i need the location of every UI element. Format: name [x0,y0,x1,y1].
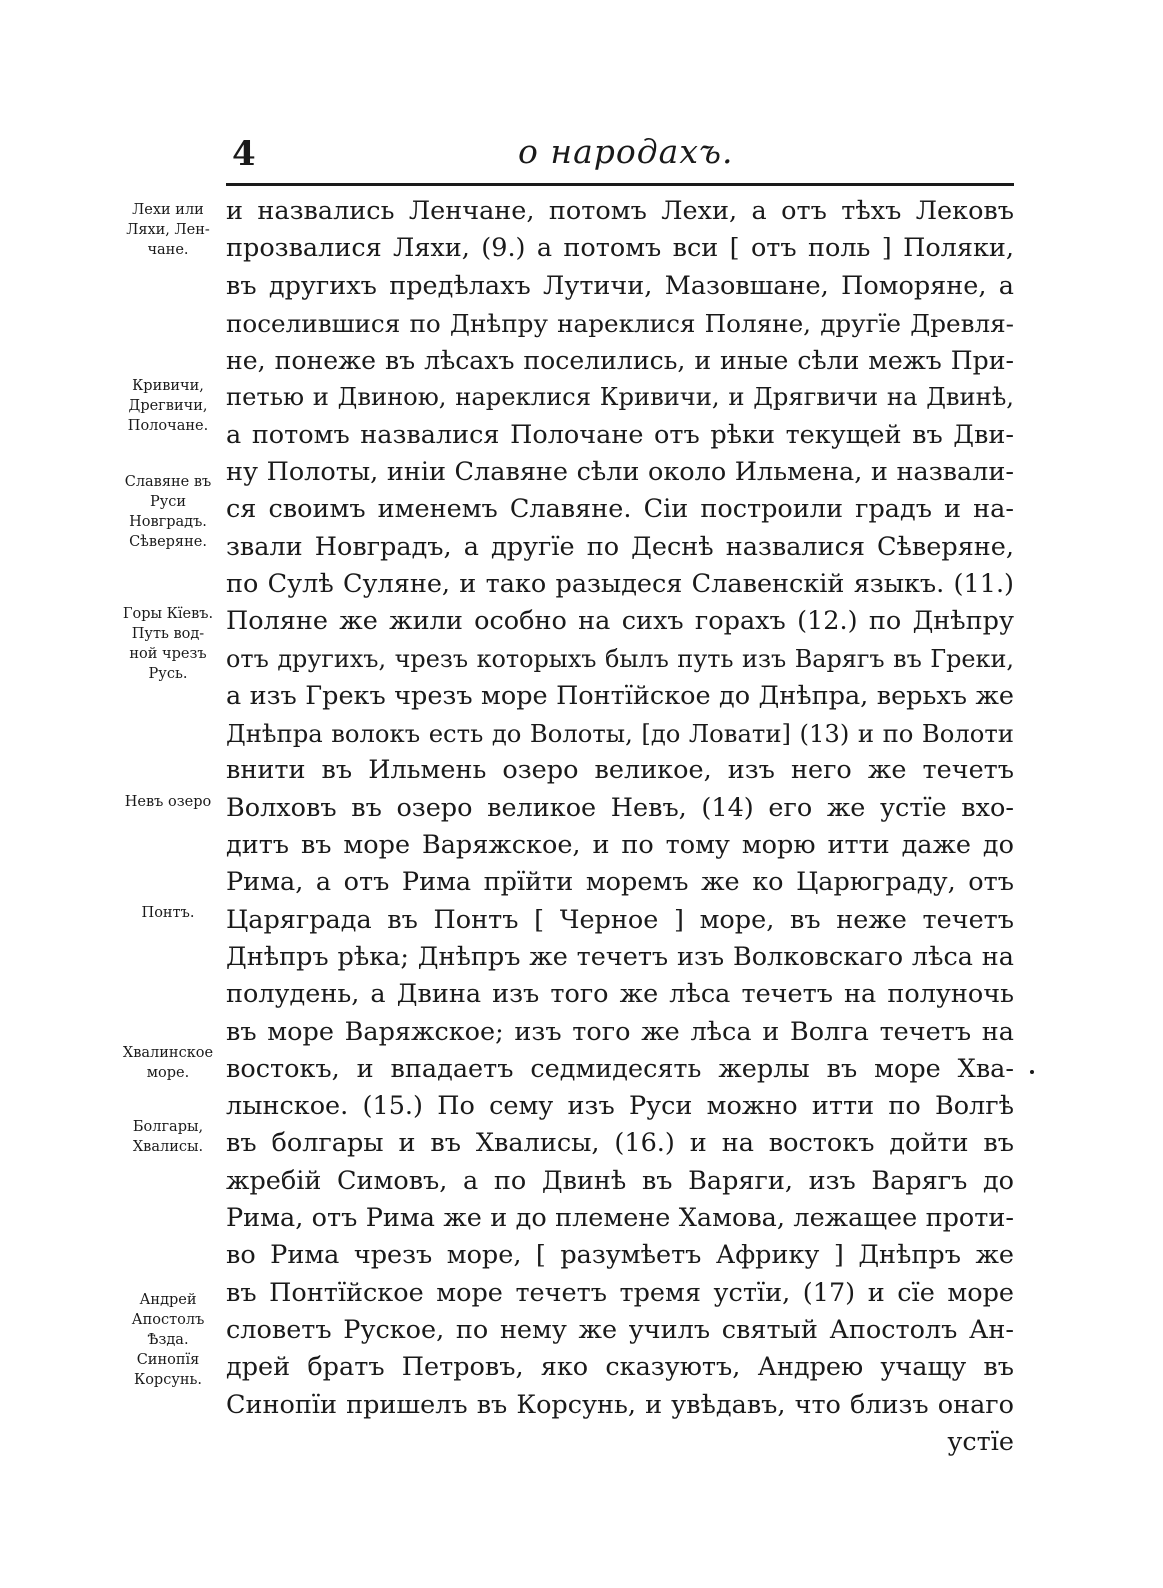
text-line: въ болгары и въ Хвалисы, (16.) и на востокъ дойти въ [226,1128,1014,1159]
text-line: петью и Двиною, нареклися Кривичи, и Дрягвичи на Двинѣ, [226,383,1014,412]
margin-note-line: Корсунь. [133,1372,203,1388]
catchword: устїе [947,1426,1014,1457]
text-line: Днѣпра волокъ есть до Волоты, [до Ловати] (13) и по Волоти [226,719,1014,749]
margin-note-line: Хвалисы. [132,1139,204,1155]
text-line: отъ другихъ, чрезъ которыхъ былъ путь изъ Варягъ въ Греки, [226,644,1014,673]
body-text [226,193,1014,1461]
margin-note [112,1290,224,1390]
text-line: въ Понтїйское море течетъ тремя устїи, (17) и сїе море [226,1277,1014,1308]
text-line: дитъ въ море Варяжское, и по тому морю итти даже до [226,830,1014,861]
text-line: прозвалися Ляхи, (9.) а потомъ вси [ отъ поль ] Поляки, [226,233,1014,264]
margin-note-line: Путь вод- [131,626,205,642]
text-line: словетъ Руское, по нему же училъ святый Апостолъ Ан- [226,1314,1014,1345]
margin-note-line: Хвалинское [122,1045,214,1061]
running-title: о народахъ. [518,132,734,171]
text-line: по Сулѣ Суляне, и тако разыдеся Славенскій языкъ. (11.) [226,568,1014,599]
text-line: а потомъ назвалися Полочане отъ рѣки текущей въ Дви- [226,419,1014,450]
margin-note-line: Понтъ. [141,905,195,921]
margin-note-line: Славяне въ [124,474,212,490]
margin-note-line: Болгары, [132,1119,204,1135]
margin-note [112,1117,224,1157]
margin-note [112,792,224,812]
text-line: ся своимъ именемъ Славяне. Сіи построили градъ и на- [226,494,1014,525]
margin-note-line: Новградъ. [129,514,207,530]
margin-note-line: ной чрезъ [129,646,207,662]
text-line: Волховъ въ озеро великое Невъ, (14) его же устїе вхо- [226,792,1014,823]
text-line: жребій Симовъ, а по Двинѣ въ Варяги, изъ Варягъ до [226,1165,1014,1196]
text-line: во Рима чрезъ море, [ разумѣетъ Африку ] Днѣпръ же [226,1240,1014,1271]
text-line: а изъ Грекъ чрезъ море Понтїйское до Днѣпра, верьхъ же [226,680,1014,711]
margin-note-line: Ляхи, Лен- [126,222,210,238]
ink-speck [1030,1070,1034,1074]
text-line: дрей братъ Петровъ, яко сказуютъ, Андрею учащу въ [226,1352,1014,1383]
header-rule [226,183,1014,186]
margin-note [112,376,224,436]
text-line: полудень, а Двина изъ того же лѣса течетъ на полуночь [226,979,1014,1010]
margin-note-line: Апостолъ [131,1312,205,1328]
margin-note-line: Синопїя [136,1352,200,1368]
text-line: не, понеже въ лѣсахъ поселились, и иные сѣли межъ При- [226,346,1014,376]
margin-note-line: Лехи или [132,202,204,218]
margin-note-line: Русь. [148,666,188,682]
margin-note-line: чане. [147,242,189,258]
text-line: въ другихъ предѣлахъ Лутичи, Мазовшане, Поморяне, а [226,270,1014,301]
margin-note-line: Руси [149,494,187,510]
margin-note [112,472,224,552]
text-line: звали Новградъ, а другїе по Деснѣ назвалися Сѣверяне, [226,531,1014,562]
text-line: поселившися по Днѣпру нареклися Поляне, другїе Древля- [226,308,1014,338]
text-line: Рима, отъ Рима же и до племене Хамова, лежащее проти- [226,1203,1014,1234]
text-line: ну Полоты, иніи Славяне сѣли около Ильмена, и назвали- [226,457,1014,488]
text-line: Синопїи пришелъ въ Корсунь, и увѣдавъ, что близъ онаго [226,1389,1014,1420]
page-number: 4 [232,134,256,174]
margin-note [112,604,224,684]
margin-note [112,200,224,260]
margin-note-line: Невъ озеро [124,794,212,810]
text-line: востокъ, и впадаетъ седмидесять жерлы въ море Хва- [226,1053,1014,1084]
text-line: Поляне же жили особно на сихъ горахъ (12.) по Днѣпру [226,606,1014,637]
margin-note [112,1043,224,1083]
page-header [226,128,1012,180]
margin-note-line: Кривичи, [132,378,204,394]
margin-note-line: Андрей [139,1292,197,1308]
text-line: и назвались Ленчане, потомъ Лехи, а отъ тѣхъ Лековъ [226,196,1014,226]
margin-note-line: Дрегвичи, [128,398,208,414]
text-line: Царяграда въ Понтъ [ Черное ] море, въ неже течетъ [226,904,1014,935]
margin-note-line: Сѣверяне. [129,534,207,550]
text-line: Рима, а отъ Рима прїйти моремъ же ко Царюграду, отъ [226,867,1014,898]
margin-note [112,903,224,923]
margin-note-line: море. [146,1065,190,1081]
text-line: въ море Варяжское; изъ того же лѣса и Волга течетъ на [226,1016,1014,1047]
text-line: лынское. (15.) По сему изъ Руси можно итти по Волгѣ [226,1091,1014,1122]
text-line: внити въ Ильмень озеро великое, изъ него же течетъ [226,755,1014,786]
text-line: Днѣпръ рѣка; Днѣпръ же течетъ изъ Волковскаго лѣса на [226,941,1014,972]
margin-note-line: Полочане. [127,418,209,434]
margin-note-line: Ѣзда. [147,1332,189,1348]
margin-note-line: Горы Кїевъ. [122,606,214,622]
